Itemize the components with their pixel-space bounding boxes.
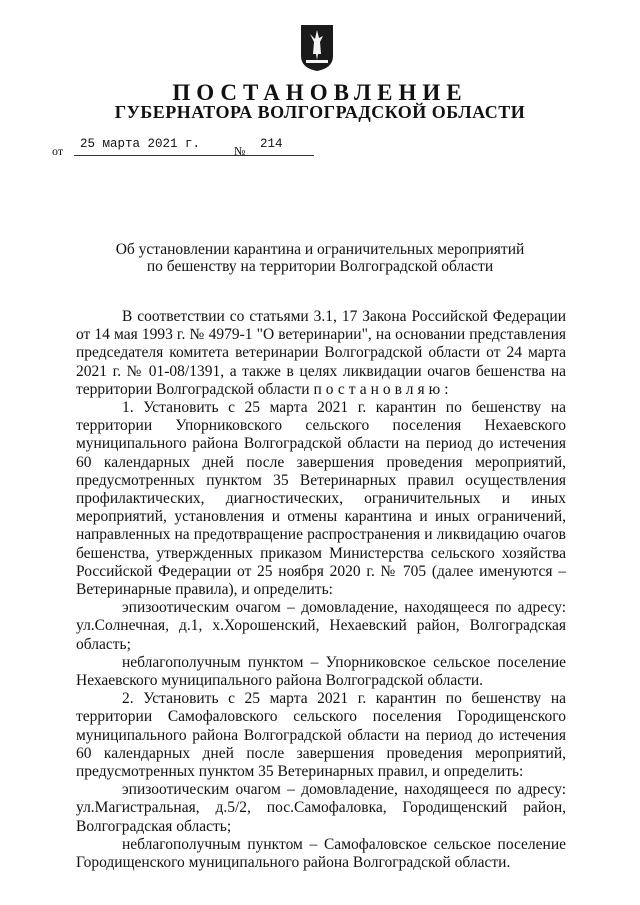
clause-2: 2. Установить с 25 марта 2021 г. карантин по бешенству на территории Самофаловского сельского поселения Городищенского муниципального района Волгоградской области на период до истечения 60 календарных дней после завершения проведения мероприятий, предусмотренных пунктом 35 Ветеринарных правил, и определить: (76, 690, 566, 781)
number-label: № (234, 144, 246, 158)
clause-1-unsafe-point: неблагополучным пунктом – Упорниковское сельское поселение Нехаевского муниципального района Волгоградской области. (76, 653, 566, 690)
subject-line-2: по бешенству на территории Волгоградской области (146, 258, 494, 275)
volgograd-emblem-icon (300, 24, 334, 72)
subject-line-1: Об установлении карантина и ограничительных мероприятий (115, 241, 525, 258)
preamble-text: В соответствии со статьями 3.1, 17 Закона Российской Федерации от 14 мая 1993 г. № 4979-1 "О ветеринарии", на основании представления председателя комитета ветеринарии Волгоградской области от 24 марта 2021 г. № 01-08/1391, а также в целях ликвидации очагов бешенства на территории Волгоградской области (76, 308, 566, 398)
clause-2-unsafe-point: неблагополучным пунктом – Самофаловское сельское поселение Городищенского муниципального района Волгоградской области. (76, 835, 566, 872)
date-number-row (52, 136, 352, 158)
date-underline (74, 155, 280, 156)
date-from-label: от (52, 144, 64, 158)
clause-1-focus: эпизоотическим очагом – домовладение, находящееся по адресу: ул.Солнечная, д.1, х.Хорошенский, Нехаевский район, Волгоградская область; (76, 599, 566, 653)
document-date: 25 марта 2021 г. (80, 137, 201, 151)
clause-1: 1. Установить с 25 марта 2021 г. карантин по бешенству на территории Упорниковского сельского поселения Нехаевского муниципального района Волгоградской области на период до истечения 60 календарных дней после завершения проведения мероприятий, предусмотренных пунктом 35 Ветеринарных правил осуществления профилактических, диагностических, ограничительных и иных мероприятий, установления и отмены карантина и иных ограничений, направленных на предотвращение распространения и ликвидацию очагов бешенства, утвержденных приказом Министерства сельского хозяйства Российской Федерации от 25 ноября 2020 г. № 705 (далее именуются – Ветеринарные правила), и определить: (76, 399, 566, 599)
document-title: ПОСТАНОВЛЕНИЕ (172, 80, 468, 105)
document-number: 214 (260, 137, 283, 151)
number-underline (252, 155, 314, 156)
document-issuer: ГУБЕРНАТОРА ВОЛГОГРАДСКОЙ ОБЛАСТИ (114, 102, 526, 122)
document-body (76, 308, 566, 872)
resolve-word: постановляю: (313, 380, 453, 398)
document-subject (0, 241, 640, 275)
preamble-paragraph (76, 308, 566, 399)
clause-2-focus: эпизоотическим очагом – домовладение, находящееся по адресу: ул.Магистральная, д.5/2, пос.Самофаловка, Городищенский район, Волгоградская область; (76, 781, 566, 835)
